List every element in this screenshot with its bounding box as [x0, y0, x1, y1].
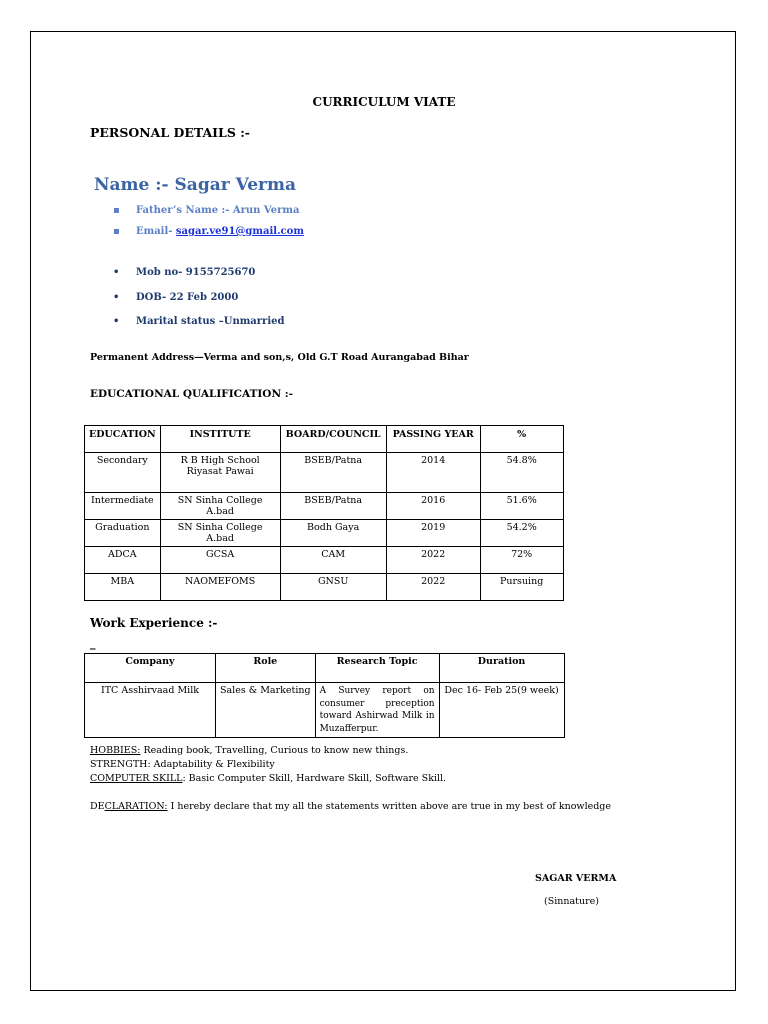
table-row [85, 453, 564, 493]
table-cell: 54.2% [480, 520, 563, 547]
table-row [85, 520, 564, 547]
table-cell: GNSU [280, 574, 386, 601]
computer-skill-line [90, 773, 446, 784]
applicant-name: Name :- Sagar Verma [94, 175, 296, 195]
education-table [84, 425, 564, 601]
table-cell: ITC Asshirvaad Milk [85, 683, 216, 738]
email-label: Email- [136, 226, 173, 237]
table-cell: 2022 [386, 574, 480, 601]
table-header: INSTITUTE [160, 426, 280, 453]
declaration-text: I hereby declare that my all the statements written above are true in my best of knowledge [167, 801, 612, 812]
table-header: Role [216, 654, 316, 683]
computer-skill-label: COMPUTER SKILL [90, 773, 183, 784]
permanent-address: Permanent Address—Verma and son,s, Old G.T Road Aurangabad Bihar [90, 352, 469, 363]
table-cell: GCSA [160, 547, 280, 574]
work-experience-heading: Work Experience :- [90, 616, 218, 630]
bullet-icon: ▪ [113, 205, 120, 216]
table-cell: SN Sinha College A.bad [160, 520, 280, 547]
hobbies-label: HOBBIES: [90, 745, 141, 756]
table-header: BOARD/COUNCIL [280, 426, 386, 453]
table-cell: MBA [85, 574, 161, 601]
table-cell: R B High School Riyasat Pawai [160, 453, 280, 493]
education-header-row [85, 426, 564, 453]
table-cell: 72% [480, 547, 563, 574]
table-cell: SN Sinha College A.bad [160, 493, 280, 520]
declaration-line [90, 801, 611, 812]
education-heading: EDUCATIONAL QUALIFICATION :- [90, 388, 293, 400]
hobbies-text: Reading book, Travelling, Curious to know new things. [140, 745, 409, 756]
table-header: % [480, 426, 563, 453]
computer-skill-text: : Basic Computer Skill, Hardware Skill, Software Skill. [182, 773, 447, 784]
table-cell: ADCA [85, 547, 161, 574]
table-row [85, 683, 565, 738]
table-cell: A Survey report on consumer preception toward Ashirwad Milk in Muzafferpur. [315, 683, 439, 738]
strength-line: STRENGTH: Adaptability & Flexibility [90, 759, 275, 770]
table-cell: BSEB/Patna [280, 453, 386, 493]
declaration-label: CLARATION: [104, 801, 168, 812]
table-row [85, 493, 564, 520]
table-cell: Dec 16- Feb 25(9 week) [439, 683, 564, 738]
table-cell: Bodh Gaya [280, 520, 386, 547]
table-cell: Pursuing [480, 574, 563, 601]
declaration-prefix: DE [90, 801, 105, 812]
signature-note: (Sinnature) [544, 896, 599, 907]
bullet-icon: • [113, 292, 120, 303]
table-cell: CAM [280, 547, 386, 574]
table-cell: 2014 [386, 453, 480, 493]
table-cell: 2016 [386, 493, 480, 520]
personal-details-heading: PERSONAL DETAILS :- [90, 125, 250, 140]
signature-name: SAGAR VERMA [535, 873, 617, 884]
bullet-icon: • [113, 316, 120, 327]
table-cell: BSEB/Patna [280, 493, 386, 520]
table-cell: 2019 [386, 520, 480, 547]
table-header: EDUCATION [85, 426, 161, 453]
table-cell: 51.6% [480, 493, 563, 520]
hobbies-line [90, 745, 408, 756]
email-link[interactable]: sagar.ve91@gmail.com [175, 226, 304, 237]
work-header-row [85, 654, 565, 683]
table-cell: Intermediate [85, 493, 161, 520]
table-header: Research Topic [315, 654, 439, 683]
bullet-icon: ▪ [113, 226, 120, 237]
work-experience-table [84, 653, 565, 738]
table-cell: 2022 [386, 547, 480, 574]
table-header: Duration [439, 654, 564, 683]
document-title: CURRICULUM VIATE [312, 95, 456, 109]
table-cell: Secondary [85, 453, 161, 493]
table-header: PASSING YEAR [386, 426, 480, 453]
bullet-icon: • [113, 267, 120, 278]
table-cell: NAOMEFOMS [160, 574, 280, 601]
table-row [85, 547, 564, 574]
table-cell: Graduation [85, 520, 161, 547]
table-cell: Sales & Marketing [216, 683, 316, 738]
table-header: Company [85, 654, 216, 683]
work-heading-dash: _ [90, 637, 96, 650]
table-cell: 54.8% [480, 453, 563, 493]
table-row [85, 574, 564, 601]
